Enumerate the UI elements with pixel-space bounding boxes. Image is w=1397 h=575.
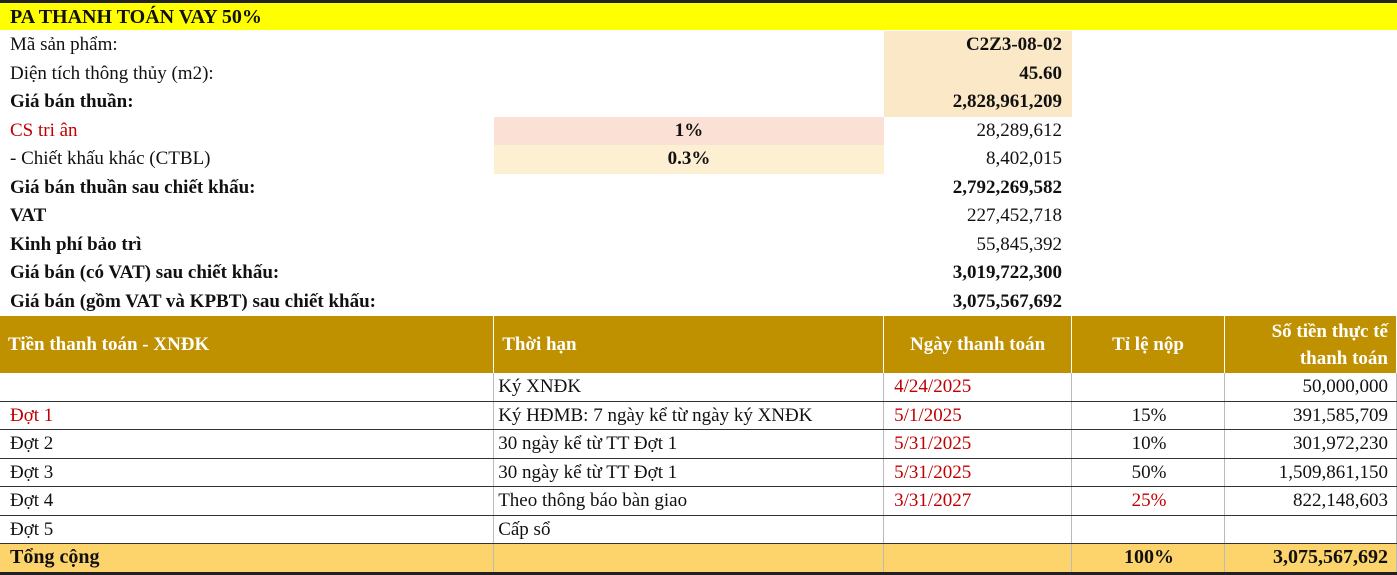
header-date[interactable]: Ngày thanh toán <box>884 316 1072 373</box>
cell-amount[interactable]: 301,972,230 <box>1224 430 1396 459</box>
cell-stage[interactable]: Đợt 4 <box>0 487 494 516</box>
cell-rate[interactable]: 50% <box>1072 458 1225 487</box>
cell-date[interactable]: 4/24/2025 <box>884 373 1072 401</box>
cell-value[interactable]: 3,019,722,300 <box>952 262 1062 283</box>
cell-term[interactable]: Cấp sổ <box>494 515 884 544</box>
cell-date[interactable]: 5/31/2025 <box>884 430 1072 459</box>
header-rate[interactable]: Tỉ lệ nộp <box>1072 316 1225 373</box>
cell-rate[interactable] <box>1072 373 1225 401</box>
cell-pct[interactable] <box>494 31 884 60</box>
price-info-table <box>0 31 1072 316</box>
cell-amount[interactable]: 822,148,603 <box>1224 487 1396 516</box>
cell-label[interactable]: Kinh phí bảo trì <box>10 233 142 255</box>
cell-pct[interactable] <box>494 288 884 317</box>
cell-term[interactable]: Theo thông báo bàn giao <box>494 487 884 516</box>
header-amount-line2: thanh toán <box>1299 347 1388 369</box>
info-row-price-with-vat <box>0 259 1072 288</box>
info-row-price-total <box>0 288 1072 317</box>
cell-label[interactable]: Giá bán thuần: <box>10 91 134 112</box>
cell-label[interactable]: - Chiết khấu khác (CTBL) <box>10 148 211 169</box>
cell-amount[interactable]: 391,585,709 <box>1224 401 1396 430</box>
cell-term[interactable]: Ký XNĐK <box>494 373 884 401</box>
cell-pct[interactable]: 1% <box>494 117 884 146</box>
table-row <box>0 458 1397 487</box>
info-row-other-discount <box>0 145 1072 174</box>
cell-value[interactable]: 55,845,392 <box>976 233 1062 255</box>
cell-stage[interactable]: Đợt 3 <box>0 458 494 487</box>
cell-label[interactable]: Giá bán (có VAT) sau chiết khấu: <box>10 262 280 283</box>
cell-value[interactable]: 2,828,961,209 <box>884 88 1072 117</box>
total-rate[interactable]: 100% <box>1072 544 1225 573</box>
cell-date[interactable]: 5/1/2025 <box>884 401 1072 430</box>
cell-amount[interactable]: 50,000,000 <box>1224 373 1396 401</box>
total-row <box>0 544 1397 573</box>
header-amount-line1: Số tiền thực tế <box>1271 320 1388 342</box>
cell-pct[interactable] <box>494 60 884 89</box>
cell-label[interactable]: Giá bán (gồm VAT và KPBT) sau chiết khấu: <box>10 290 377 312</box>
cell-date[interactable]: 5/31/2025 <box>884 458 1072 487</box>
cell-label[interactable]: CS tri ân <box>10 119 78 141</box>
cell-rate[interactable]: 25% <box>1072 487 1225 516</box>
payment-schedule-table <box>0 316 1397 574</box>
cell-stage[interactable]: Đợt 1 <box>0 401 494 430</box>
table-row <box>0 401 1397 430</box>
cell-value[interactable]: 227,452,718 <box>967 205 1062 226</box>
info-row-net-price <box>0 88 1072 117</box>
table-row <box>0 373 1397 401</box>
cell-value[interactable]: C2Z3-08-02 <box>884 31 1072 60</box>
cell-value[interactable]: 45.60 <box>884 60 1072 89</box>
cell-term[interactable]: 30 ngày kể từ TT Đợt 1 <box>494 430 884 459</box>
cell-value[interactable]: 28,289,612 <box>976 119 1062 141</box>
total-date[interactable] <box>884 544 1072 573</box>
total-term[interactable] <box>494 544 884 573</box>
cell-pct[interactable] <box>494 202 884 231</box>
table-row <box>0 515 1397 544</box>
cell-date[interactable] <box>884 515 1072 544</box>
info-row-net-after-discount <box>0 174 1072 203</box>
header-term[interactable]: Thời hạn <box>494 316 884 373</box>
cell-amount[interactable]: 1,509,861,150 <box>1224 458 1396 487</box>
cell-label[interactable]: Giá bán thuần sau chiết khấu: <box>10 176 256 198</box>
cell-amount[interactable] <box>1224 515 1396 544</box>
info-row-area <box>0 60 1072 89</box>
cell-pct[interactable] <box>494 259 884 288</box>
cell-stage[interactable]: Đợt 2 <box>0 430 494 459</box>
cell-term[interactable]: Ký HĐMB: 7 ngày kể từ ngày ký XNĐK <box>494 401 884 430</box>
table-row <box>0 487 1397 516</box>
cell-stage[interactable]: Đợt 5 <box>0 515 494 544</box>
cell-stage[interactable] <box>0 373 494 401</box>
cell-date[interactable]: 3/31/2027 <box>884 487 1072 516</box>
header-amount[interactable] <box>1224 316 1396 373</box>
table-row <box>0 430 1397 459</box>
cell-rate[interactable]: 15% <box>1072 401 1225 430</box>
total-amount[interactable]: 3,075,567,692 <box>1224 544 1396 573</box>
cell-term[interactable]: 30 ngày kể từ TT Đợt 1 <box>494 458 884 487</box>
cell-pct[interactable] <box>494 174 884 203</box>
cell-value[interactable]: 8,402,015 <box>986 148 1062 169</box>
cell-label[interactable]: Mã sản phẩm: <box>10 34 118 55</box>
cell-value[interactable]: 2,792,269,582 <box>952 176 1062 198</box>
cell-label[interactable]: Diện tích thông thủy (m2): <box>10 62 214 84</box>
info-row-cs-tri-an <box>0 117 1072 146</box>
cell-rate[interactable]: 10% <box>1072 430 1225 459</box>
cell-rate[interactable] <box>1072 515 1225 544</box>
info-row-vat <box>0 202 1072 231</box>
info-row-product-code <box>0 31 1072 60</box>
info-row-maintenance <box>0 231 1072 260</box>
cell-pct[interactable]: 0.3% <box>494 145 884 174</box>
header-row <box>0 316 1397 373</box>
cell-pct[interactable] <box>494 231 884 260</box>
sheet-title: PA THANH TOÁN VAY 50% <box>0 3 1397 30</box>
cell-value[interactable]: 3,075,567,692 <box>952 290 1062 312</box>
header-stage[interactable]: Tiền thanh toán - XNĐK <box>0 316 494 373</box>
cell-label[interactable]: VAT <box>10 205 47 226</box>
total-label[interactable]: Tổng cộng <box>0 544 494 573</box>
cell-pct[interactable] <box>494 88 884 117</box>
